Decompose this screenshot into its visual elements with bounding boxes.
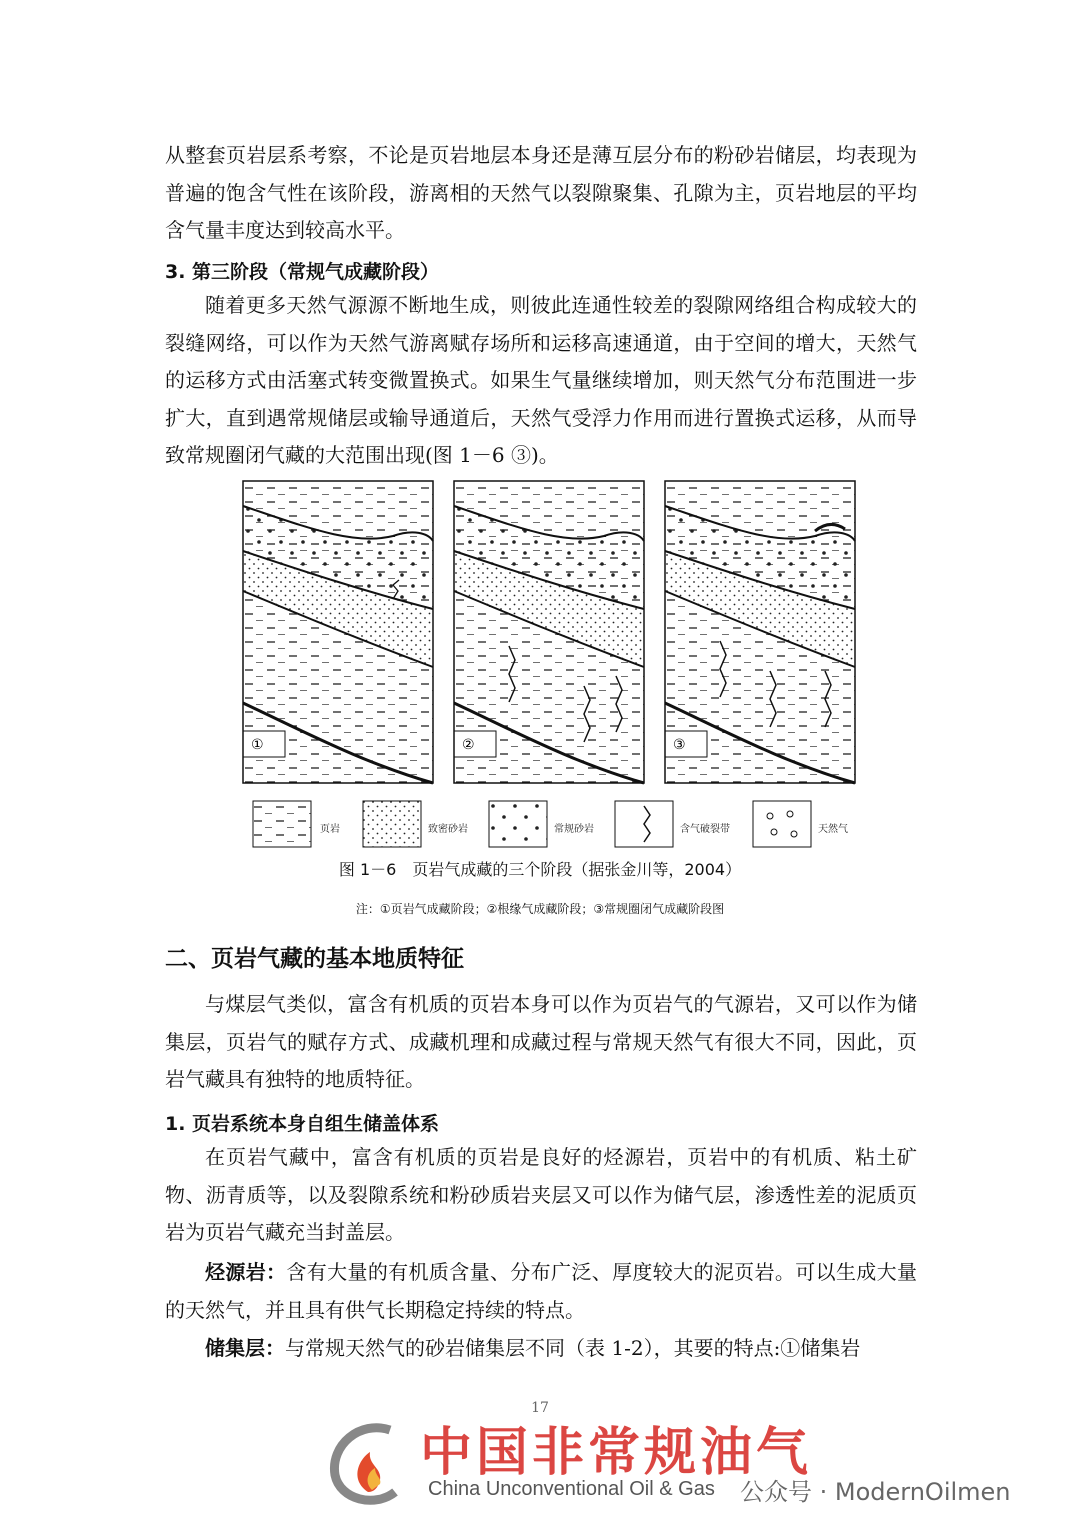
legend-tight-sand-swatch [362, 800, 422, 848]
panel-1 [243, 481, 433, 783]
figure-1-6 [240, 478, 860, 788]
panel-label-3: ③ [673, 737, 686, 753]
term-reservoir: 储集层： [205, 1336, 285, 1360]
flame-logo-icon [320, 1410, 420, 1510]
figure-caption: 图 1－6 页岩气成藏的三个阶段（据张金川等，2004） [338, 860, 742, 879]
legend-shale-label: 页岩 [320, 824, 340, 835]
reservoir-text: 与常规天然气的砂岩储集层不同（表 1-2），其要的特点:①储集岩 [285, 1336, 861, 1360]
heading-stage3: 3. 第三阶段（常规气成藏阶段） [165, 261, 440, 283]
section-heading-2: 二、页岩气藏的基本地质特征 [165, 946, 464, 972]
figure-panels [240, 478, 860, 788]
legend-tight-sand-label: 致密砂岩 [428, 824, 468, 835]
panel-label-1: ① [251, 737, 264, 753]
panel-3 [665, 481, 855, 783]
legend-conventional-sand-swatch [488, 800, 548, 848]
paragraph-self-contained-system: 在页岩气藏中，富含有机质的页岩是良好的烃源岩，页岩中的有机质、粘土矿物、沥青质等，以及裂隙系统和粉砂质岩夹层又可以作为储气层，渗透性差的泥质页岩为页岩气藏充当封盖层。 [165, 1145, 917, 1245]
wechat-account-label: 公众号 · ModernOilmen [740, 1478, 1011, 1506]
legend-gas-label: 天然气 [818, 824, 848, 835]
watermark [320, 1410, 1060, 1520]
paragraph-stage3: 随着更多天然气源源不断地生成，则彼此连通性较差的裂隙网络组合构成较大的裂缝网络，可以作为天然气游离赋存场所和运移高速通道，由于空间的增大，天然气的运移方式由活塞式转变微置换式。如果生气量继续增加，则天然气分布范围进一步扩大，直到遇常规储层或输导通道后，天然气受浮力作用而进行置换式运移，从而导致常规圈闭气藏的大范围出现(图 1－6 ③)。 [165, 293, 917, 468]
legend-conventional-sand-label: 常规砂岩 [554, 824, 594, 835]
legend-gas-swatch [752, 800, 812, 848]
legend-shale-swatch [252, 800, 312, 848]
term-source-rock: 烃源岩： [205, 1260, 287, 1284]
heading-self-contained-system: 1. 页岩系统本身自组生储盖体系 [165, 1113, 440, 1135]
legend-fracture-swatch [614, 800, 674, 848]
legend-fracture-label: 含气破裂带 [680, 824, 730, 835]
watermark-english-title: China Unconventional Oil & Gas [428, 1478, 715, 1500]
paragraph-source-rock [165, 1254, 917, 1329]
page-number: 17 [531, 1400, 549, 1416]
panel-2 [454, 481, 644, 783]
source-rock-text: 含有大量的有机质含量、分布广泛、厚度较大的泥页岩。可以生成大量的天然气，并且具有供气长期稳定持续的特点。 [165, 1260, 918, 1322]
watermark-chinese-title: 中国非常规油气 [420, 1422, 813, 1483]
paragraph-stage2-summary: 从整套页岩层系考察，不论是页岩地层本身还是薄互层分布的粉砂岩储层，均表现为普遍的饱含气性在该阶段，游离相的天然气以裂隙聚集、孔隙为主，页岩地层的平均含气量丰度达到较高水平。 [165, 143, 917, 243]
paragraph-section2-intro: 与煤层气类似，富含有机质的页岩本身可以作为页岩气的气源岩，又可以作为储集层，页岩气的赋存方式、成藏机理和成藏过程与常规天然气有很大不同，因此，页岩气藏具有独特的地质特征。 [165, 992, 917, 1092]
paragraph-reservoir [165, 1330, 917, 1368]
panel-label-2: ② [462, 737, 475, 753]
figure-note: 注：①页岩气成藏阶段；②根缘气成藏阶段；③常规圈闭气成藏阶段图 [355, 902, 725, 916]
figure-legend [252, 800, 872, 850]
